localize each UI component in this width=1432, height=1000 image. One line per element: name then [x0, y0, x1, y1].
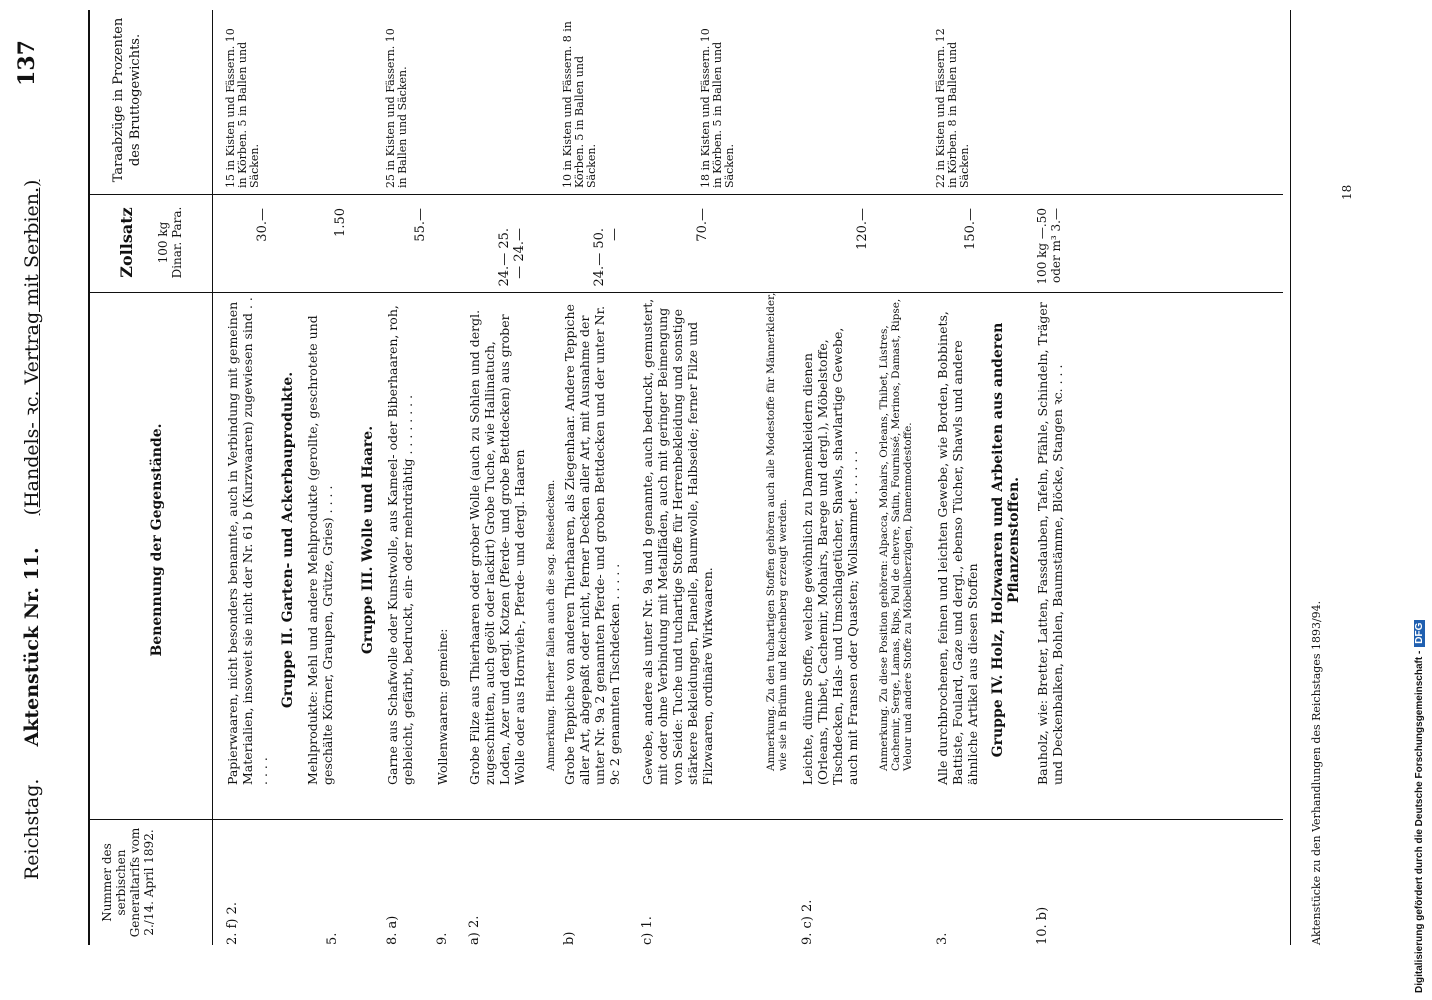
rate-label: Zollsatz [117, 207, 136, 278]
header-aktenstueck: Aktenstück Nr. 11. [21, 547, 43, 747]
row-number: 10. b) [1035, 906, 1050, 945]
row-number: 9. c) 2. [800, 899, 815, 945]
column-header-description: Benennung der Gegenstände. [149, 423, 165, 657]
header-reichstag: Reichstag. [21, 778, 43, 880]
footer-note: Aktenstücke zu den Verhandlungen des Reichstages 1893/94. [1310, 600, 1323, 945]
row-description: Papierwaaren, nicht besonders benannte, auch in Verbindung mit gemeinen Materialien, insoweit sie nicht der Nr. 61 b (Kurzwaaren) zugewiesen sind . . . . . . [225, 297, 270, 785]
row-number: a) 2. [467, 915, 482, 945]
row-note: Anmerkung. Hierher fallen auch die sog. Reisedecken. [545, 479, 557, 771]
row-note: Anmerkung. Zu den tuchartigen Stoffen gehören auch alle Modestoffe für Männerkleider, wie sie in Brünn und Reichenberg erzeugt werden. [765, 292, 789, 771]
group-heading: Gruppe II. Garten- und Ackerbauprodukte. [280, 371, 296, 709]
row-tara: 25 in Kisten und Fässern. 10 in Ballen und Säcken. [384, 28, 409, 188]
row-rate: 55.— [413, 208, 428, 242]
group-heading: Gruppe III. Wolle und Haare. [360, 425, 376, 655]
row-number: 9. [435, 932, 450, 945]
row-rate: 100 kg —.50 oder m³ 3.— [1035, 208, 1063, 285]
row-description: Grobe Filze aus Thierhaaren oder grober Wolle (auch zu Sohlen und dergl. zugeschnitten, auch geölt oder lackirt) Grobe Tuche, wie Hallinatuch, Loden, Azer und dergl. Kotzen (Pferde- und grobe Bettdecken) aus grober Wolle oder aus Hornvieh-, Pferde- und dergl. Haaren [467, 309, 527, 785]
column-divider-2 [88, 292, 1283, 293]
row-number: c) 1. [640, 916, 655, 945]
dfg-watermark [1414, 8, 1430, 993]
row-rate: 24.— 25.— 24.— [497, 228, 527, 287]
row-rate: 120.— [855, 208, 870, 250]
rate-unit-sub: Dinar. Para. [170, 206, 184, 279]
row-description: Alle durchbrochenen, feinen und leichten Gewebe, wie Borden, Bobbinets, Battiste, Foulard, Gaze und dergl., ebenso Tücher, Shawls und andere ähnliche Artikel aus diesen Stoffen [935, 311, 980, 785]
column-header-rate [117, 195, 184, 290]
row-number: b) [562, 931, 577, 945]
column-divider-3 [88, 194, 1283, 195]
table-top-rule [88, 10, 90, 945]
column-header-number: Nummer des serbischen Generaltarifs vom 2./14. April 1892. [100, 827, 156, 938]
dfg-badge: DFG [1414, 620, 1425, 647]
row-description: Grobe Teppiche von anderen Thierhaaren, als Ziegenhaar. Andere Teppiche aller Art, abgepaßt oder nicht, ferner Decken aller Art, mit Ausnahme der unter Nr. 9a 2 genannten Pferde- und groben Bettdecken und der unter Nr. 9c 2 genannten Tischdecken . . . . . [562, 304, 622, 785]
row-rate: 70.— [695, 208, 710, 242]
page-header [18, 180, 44, 880]
row-tara: 22 in Kisten und Fässern. 12 in Körben. 8 in Ballen und Säcken. [934, 28, 971, 188]
row-number: 8. a) [385, 915, 400, 945]
row-rate: 24.— 50.— [592, 228, 622, 287]
header-subject: (Handels- ꝛc. Vertrag mit Serbien.) [21, 179, 43, 516]
row-description: Gewebe, andere als unter Nr. 9a und b genannte, auch bedruckt, gemustert, mit oder ohne Verbindung mit Metallfäden, auch mit geringer Beimengung von Seide: Tuche und tuchartige Stoffe für Herrenbekleidung und sonstige stärkere Bekleidungen, Flanelle, Baumwolle, Halbseide; ferner Filze und Filzwaaren, ordinäre Wirkwaaren. [640, 298, 715, 785]
table-bottom-rule [1290, 10, 1291, 945]
table-header-rule [212, 10, 213, 945]
row-note: Anmerkung. Zu diese Position gehören: Alpacca, Mohairs, Orleans, Thibet, Lüstres, Cachemir, Serge, Lamas, Rips, Poil de chevre, Satin, Fournissé, Merinos, Damast, Ripse, Velour und andere Stoffe zu Möbelüberzügen, Damenmodestoffe. [878, 298, 914, 771]
column-divider-1 [88, 819, 1283, 820]
row-number: 3. [935, 932, 950, 945]
group-heading: Gruppe IV. Holz, Holzwaaren und Arbeiten aus anderen Pflanzenstoffen. [990, 322, 1022, 758]
row-description: Garne aus Schafwolle oder Kunstwolle, aus Kameel- oder Biberhaaren, roh, gebleicht, gefärbt, bedruckt, ein- oder mehrdrähtig . . . . . . . . [385, 305, 415, 785]
row-rate: 30.— [255, 208, 270, 242]
row-number: 2. f) 2. [225, 902, 240, 945]
row-tara: 18 in Kisten und Fässern. 10 in Körben. 5 in Ballen und Säcken. [699, 28, 736, 188]
row-tara: 15 in Kisten und Fässern. 10 in Körben. 5 in Ballen und Säcken. [224, 28, 261, 188]
row-description: Wollenwaaren: gemeine: [435, 628, 450, 785]
row-tara: 10 in Kisten und Fässern. 8 in Körben. 5 in Ballen und Säcken. [561, 21, 598, 188]
row-description: Leichte, dünne Stoffe, welche gewöhnlich zu Damenkleidern dienen (Orleans, Thibet, Cachemir, Mohairs, Barege und dergl.), Möbelstoffe, Tischdecken, Hals- und Umschlagetücher, Shawls, shawlartige Gewebe, auch mit Fransen oder Quasten; Wollsammet . . . . . . [800, 327, 860, 785]
row-number: 5. [325, 932, 340, 945]
row-description: Mehlprodukte: Mehl und andere Mehlprodukte (gerollte, geschrotete und geschälte Körner, Graupen, Grütze, Gries) . . . . [305, 315, 335, 785]
row-description: Bauholz, wie: Bretter, Latten, Fassdauben, Tafeln, Pfähle, Schindeln, Träger und Deckenbalken, Bohlen, Baumstämme, Blöcke, Stangen ꝛc. . . . [1035, 302, 1065, 785]
rate-unit: 100 kg [156, 221, 170, 264]
row-rate: 1.50 [333, 208, 348, 237]
watermark-text: Digitalisierung gefördert durch die Deutsche Forschungsgemeinschaft - [1414, 650, 1425, 993]
printer-signature: 18 [1340, 184, 1354, 200]
page-number: 137 [14, 40, 40, 86]
row-rate: 150.— [963, 208, 978, 250]
column-header-tara: Taraabzüge in Prozenten des Bruttogewichts. [111, 17, 143, 183]
